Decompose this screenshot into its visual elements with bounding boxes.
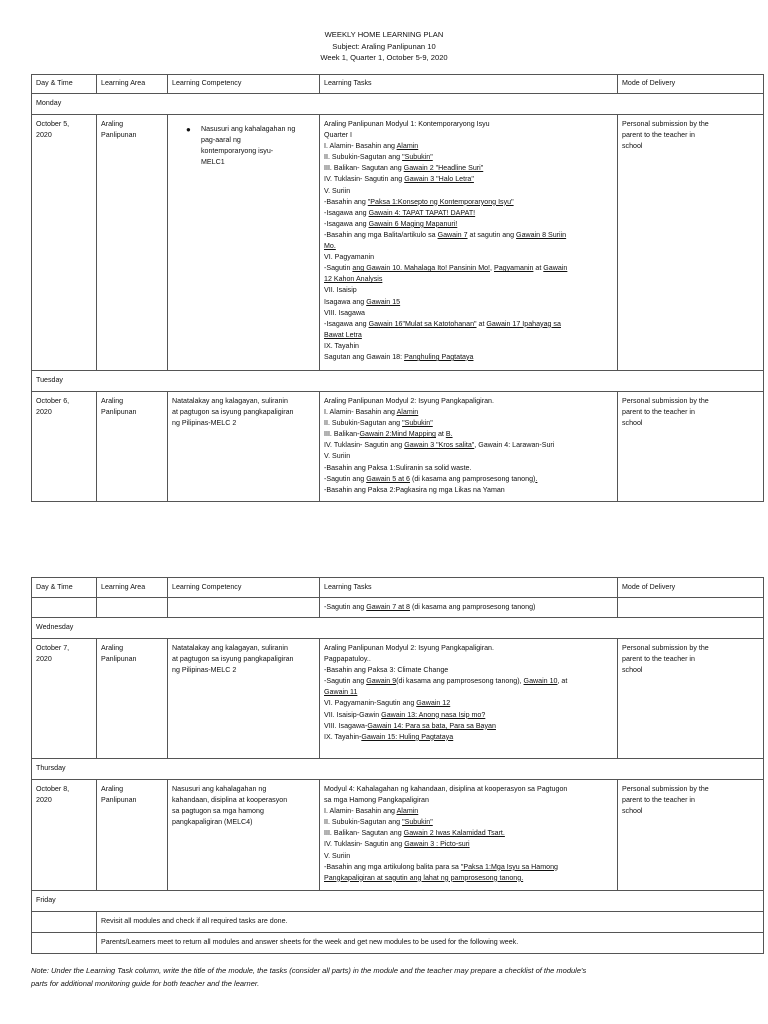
task-link: Gawain 10: [523, 677, 558, 686]
task-link: Gawain 17 Ipahayag sa: [486, 319, 561, 328]
bullet-icon: ●: [186, 125, 191, 134]
mode-line: Personal submission by the: [622, 644, 709, 652]
tasks-cell: [320, 780, 618, 891]
task-line: VI. Pagyamanin: [324, 253, 375, 262]
table-header-row: [32, 75, 764, 94]
area-line: Araling: [101, 644, 124, 652]
task-line: [324, 474, 613, 485]
task-link: Gawain 15: Huling Pagtataya: [361, 732, 454, 741]
task-line: [324, 263, 613, 274]
col-header-learning-competency: Learning Competency: [168, 578, 320, 598]
task-text: -Basahin ang mga Balita/artikulo sa: [324, 230, 438, 239]
task-link: Gawain 3 "Kros salita": [404, 441, 475, 450]
task-text: (di kasama ang pamprosesong tanong),: [396, 677, 524, 686]
task-link: Pagyamanin: [493, 264, 534, 273]
task-text: II. Subukin-Sagutan ang: [324, 153, 403, 162]
day-label-thursday: Thursday: [32, 759, 764, 780]
task-text: -Isagawa ang: [324, 219, 369, 228]
task-link: "Subukin": [402, 818, 433, 827]
mode-line: parent to the teacher in: [622, 796, 695, 805]
task-text: -Basahin ang mga artikulong balita para sa: [324, 862, 461, 871]
col-header-mode-of-delivery: Mode of Delivery: [618, 578, 764, 598]
task-text: I. Alamin- Basahin ang: [324, 807, 397, 816]
task-line: [324, 141, 613, 152]
task-text: IV. Tuklasin- Sagutin ang: [324, 175, 405, 184]
task-link: Gawain 2 "Headline Suri": [403, 164, 484, 173]
day-label-friday: Friday: [32, 891, 764, 912]
task-line: [324, 440, 613, 451]
task-text: at: [435, 430, 446, 439]
task-line: [324, 330, 613, 341]
task-link: .: [535, 474, 538, 483]
competency-line: ng Pilipinas-MELC 2: [172, 419, 237, 428]
task-line: [324, 197, 613, 208]
area-cell: [97, 115, 168, 371]
area-line: Panlipunan: [101, 796, 137, 805]
task-text: (di kasama ang pamprosesong tanong): [409, 602, 536, 611]
empty-cell: [32, 598, 97, 618]
col-header-learning-tasks: Learning Tasks: [320, 578, 618, 598]
table-row-friday-1: [32, 912, 764, 933]
task-link: 12 Kahon Analysis: [324, 275, 383, 284]
mode-line: school: [622, 666, 643, 675]
task-line: [324, 319, 613, 330]
task-line: VIII. Isagawa: [324, 308, 366, 317]
day-row-thursday: [32, 759, 764, 780]
task-text: at sagutin ang: [467, 230, 517, 239]
task-text: III. Balikan- Sagutan ang: [324, 164, 404, 173]
mode-cell: [618, 780, 764, 891]
competency-bullet: [172, 124, 315, 168]
task-text: -Isagawa ang: [324, 208, 369, 217]
competency-cell: [168, 639, 320, 759]
task-text: -Sagutin ang: [324, 602, 367, 611]
task-link: "Subukin": [402, 153, 433, 162]
task-link: Gawain 7 at 8: [366, 602, 410, 611]
task-line: [324, 698, 613, 709]
task-line: Araling Panlipunan Modyul 2: Isyung Pangkapaligiran.: [324, 644, 494, 652]
task-line: [324, 352, 613, 363]
date-cell: [32, 780, 97, 891]
task-line: Araling Panlipunan Modyul 2: Isyung Pangkapaligiran.: [324, 397, 494, 405]
empty-cell: [618, 598, 764, 618]
competency-line: Nasusuri ang kahalagahan ng: [172, 785, 267, 793]
task-link: Gawain 6 Maging Mapanuri!: [368, 219, 458, 228]
task-line: V. Suriin: [324, 186, 351, 195]
task-line: [324, 732, 613, 743]
tasks-cell: [320, 598, 618, 618]
competency-line: Natatalakay ang kalagayan, suliranin: [172, 644, 288, 652]
task-text: -Sagutin ang: [324, 474, 367, 483]
task-link: Panghuling Pagtataya: [404, 352, 474, 361]
col-header-learning-area: Learning Area: [97, 578, 168, 598]
mode-line: parent to the teacher in: [622, 131, 695, 140]
mode-line: Personal submission by the: [622, 397, 709, 405]
task-link: Gawain 15: [366, 297, 401, 306]
task-link: Gawain 9: [366, 677, 397, 686]
table-row-monday: [32, 115, 764, 371]
competency-cell: [168, 115, 320, 371]
mode-cell: [618, 115, 764, 371]
competency-line: MELC1: [201, 158, 225, 167]
task-line: [324, 676, 613, 687]
area-cell: [97, 392, 168, 502]
task-link: Gawain 8 Suriin: [516, 230, 567, 239]
mode-line: Personal submission by the: [622, 120, 709, 128]
task-line: [324, 817, 613, 828]
friday-task-revisit: Revisit all modules and check if all required tasks are done.: [97, 912, 764, 933]
task-text: IV. Tuklasin- Sagutin ang: [324, 441, 405, 450]
task-line: [324, 297, 613, 308]
task-text: (di kasama ang pamprosesong tanong): [409, 474, 536, 483]
task-line: [324, 602, 613, 613]
date-line: 2020: [36, 796, 52, 805]
empty-cell: [32, 933, 97, 954]
task-line: [324, 710, 613, 721]
mode-line: parent to the teacher in: [622, 408, 695, 417]
task-text: III. Balikan-: [324, 430, 360, 439]
task-line: [324, 407, 613, 418]
task-text: , at: [557, 677, 568, 686]
task-line: V. Suriin: [324, 851, 351, 860]
table-header-row: [32, 578, 764, 598]
date-cell: [32, 115, 97, 371]
footnote: [31, 965, 739, 990]
task-text: Isagawa ang: [324, 297, 367, 306]
competency-line: at pagtugon sa isyung pangkapaligiran: [172, 655, 294, 664]
task-line: [324, 429, 613, 440]
task-line: [324, 208, 613, 219]
date-line: October 5,: [36, 120, 70, 128]
task-link: "Subukin": [402, 419, 433, 428]
task-line: IX. Tayahin: [324, 341, 359, 350]
task-link: Gawain 13: Anong nasa Isip mo?: [381, 710, 486, 719]
competency-line: pangkapaligiran (MELC4): [172, 818, 253, 827]
date-cell: [32, 639, 97, 759]
competency-line: kahandaan, disiplina at kooperasyon: [172, 796, 288, 805]
task-link: Gawain 3 : Picto-suri: [404, 840, 470, 849]
day-label-monday: Monday: [32, 94, 764, 115]
task-line: [324, 230, 613, 241]
plan-title: WEEKLY HOME LEARNING PLAN: [324, 30, 444, 39]
task-line: [324, 873, 613, 884]
area-line: Araling: [101, 120, 124, 128]
task-link: Gawain 14: Para sa bata, Para sa Bayan: [367, 721, 496, 730]
competency-cell: [168, 780, 320, 891]
mode-line: school: [622, 142, 643, 151]
table-row-thursday: [32, 780, 764, 891]
task-link: Alamin: [396, 142, 419, 151]
task-text: Sagutan ang Gawain 18:: [324, 352, 405, 361]
area-line: Panlipunan: [101, 655, 137, 664]
plan-header: [0, 29, 768, 64]
task-link: Gawain 12: [416, 699, 451, 708]
date-line: 2020: [36, 655, 52, 664]
task-link: Alamin: [396, 408, 419, 417]
task-line: -Basahin ang Paksa 3: Climate Change: [324, 666, 449, 675]
mode-line: parent to the teacher in: [622, 655, 695, 664]
table-row-continuation: [32, 598, 764, 618]
empty-cell: [32, 912, 97, 933]
competency-line: Nasusuri ang kahalagahan ng: [201, 125, 296, 133]
task-link: "Paksa 1:Mga Isyu sa Hamong: [460, 862, 558, 871]
empty-cell: [168, 598, 320, 618]
area-line: Araling: [101, 785, 124, 793]
task-link: Gawain 7: [437, 230, 468, 239]
col-header-mode-of-delivery: Mode of Delivery: [618, 75, 764, 94]
task-link: Gawain 2 Iwas Kalamidad Tsart.: [403, 829, 505, 838]
date-line: October 8,: [36, 785, 70, 793]
area-line: Panlipunan: [101, 408, 137, 417]
day-label-tuesday: Tuesday: [32, 371, 764, 392]
task-link: "Paksa 1:Konsepto ng Kontemporaryong Isyu": [367, 197, 514, 206]
competency-line: pag-aaral ng: [201, 136, 241, 145]
area-line: Araling: [101, 397, 124, 405]
task-line: [324, 839, 613, 850]
task-text: ,: [490, 264, 494, 273]
task-line: V. Suriin: [324, 452, 351, 461]
table-row-friday-2: [32, 933, 764, 954]
task-text: -Sagutin: [324, 264, 353, 273]
col-header-learning-area: Learning Area: [97, 75, 168, 94]
task-text: II. Subukin-Sagutan ang: [324, 818, 403, 827]
mode-cell: [618, 639, 764, 759]
task-text: -Isagawa ang: [324, 319, 369, 328]
friday-task-meet: Parents/Learners meet to return all modules and answer sheets for the week and get new modules to be used for the following week.: [97, 933, 764, 954]
task-text: I. Alamin- Basahin ang: [324, 142, 397, 151]
task-text: III. Balikan- Sagutan ang: [324, 829, 404, 838]
task-text: IV. Tuklasin- Sagutin ang: [324, 840, 405, 849]
task-link: Gawain 2:Mind Mapping: [359, 430, 436, 439]
tasks-cell: [320, 115, 618, 371]
note-line: parts for additional monitoring guide for both teacher and the learner.: [31, 978, 260, 988]
task-link: Gawain 5 at 6: [366, 474, 410, 483]
empty-cell: [97, 598, 168, 618]
task-text: at: [476, 319, 487, 328]
competency-line: sa pagtugon sa mga hamong: [172, 807, 264, 816]
task-text: I. Alamin- Basahin ang: [324, 408, 397, 417]
task-line: [324, 806, 613, 817]
task-line: [324, 721, 613, 732]
task-link: Mo.: [324, 242, 336, 251]
date-cell: [32, 392, 97, 502]
task-line: [324, 828, 613, 839]
date-line: October 7,: [36, 644, 70, 652]
task-line: [324, 152, 613, 163]
date-line: 2020: [36, 131, 52, 140]
tasks-cell: [320, 392, 618, 502]
mode-line: school: [622, 419, 643, 428]
plan-table-2: [31, 577, 764, 954]
task-text: , Gawain 4: Larawan-Suri: [474, 441, 555, 450]
task-line: [324, 418, 613, 429]
mode-line: school: [622, 807, 643, 816]
plan-week: Week 1, Quarter 1, October 5-9, 2020: [320, 53, 448, 62]
task-text: VII. Isaisip-Gawin: [324, 710, 382, 719]
task-line: [324, 241, 613, 252]
task-link: ang Gawain 10. Mahalaga Ito! Pansinin Mo!: [352, 264, 491, 273]
task-line: Quarter I: [324, 131, 352, 140]
task-line: Pagpapatuloy..: [324, 655, 371, 664]
task-line: [324, 687, 613, 698]
table-row-tuesday: [32, 392, 764, 502]
task-line: sa mga Hamong Pangkapaligiran: [324, 796, 429, 805]
col-header-day-time: Day & Time: [32, 75, 97, 94]
plan-table-1: [31, 74, 764, 502]
task-text: II. Subukin-Sagutan ang: [324, 419, 403, 428]
day-row-friday: [32, 891, 764, 912]
task-text: IX. Tayahin-: [324, 732, 362, 741]
table-row-wednesday: [32, 639, 764, 759]
area-cell: [97, 780, 168, 891]
day-row-monday: [32, 94, 764, 115]
task-line: [324, 274, 613, 285]
task-line: [324, 219, 613, 230]
task-line: VII. Isaisip: [324, 286, 357, 295]
task-text: -Basahin ang: [324, 197, 368, 206]
task-link: Bawat Letra: [324, 330, 362, 339]
task-line: [324, 862, 613, 873]
competency-line: ng Pilipinas-MELC 2: [172, 666, 237, 675]
task-line: -Basahin ang Paksa 2:Pagkasira ng mga Likas na Yaman: [324, 485, 505, 494]
area-line: Panlipunan: [101, 131, 137, 140]
task-link: Gawain 3 "Halo Letra": [404, 175, 474, 184]
task-line: Araling Panlipunan Modyul 1: Kontemporaryong Isyu: [324, 120, 490, 128]
task-text: VI. Pagyamanin-Sagutin ang: [324, 699, 417, 708]
date-line: 2020: [36, 408, 52, 417]
competency-line: at pagtugon sa isyung pangkapaligiran: [172, 408, 294, 417]
mode-line: Personal submission by the: [622, 785, 709, 793]
day-label-wednesday: Wednesday: [32, 618, 764, 639]
tasks-cell: [320, 639, 618, 759]
task-link: Gawain 16"Mulat sa Katotohanan": [368, 319, 477, 328]
col-header-learning-competency: Learning Competency: [168, 75, 320, 94]
competency-line: Natatalakay ang kalagayan, suliranin: [172, 397, 288, 405]
task-link: B.: [445, 430, 453, 439]
plan-subject: Subject: Araling Panlipunan 10: [332, 41, 436, 51]
task-text: VIII. Isagawa-: [324, 721, 368, 730]
area-cell: [97, 639, 168, 759]
task-text: at: [533, 264, 544, 273]
task-link: Gawain 4: TAPAT TAPAT! DAPAT!: [368, 208, 476, 217]
task-line: [324, 163, 613, 174]
col-header-learning-tasks: Learning Tasks: [320, 75, 618, 94]
task-text: -Sagutin ang: [324, 677, 367, 686]
col-header-day-time: Day & Time: [32, 578, 97, 598]
competency-cell: [168, 392, 320, 502]
task-link: Gawain 11: [324, 688, 358, 697]
task-line: -Basahin ang Paksa 1:Suliranin sa solid waste.: [324, 463, 472, 472]
day-row-tuesday: [32, 371, 764, 392]
competency-line: kontemporaryong isyu-: [201, 147, 274, 156]
task-link: Pangkapaligiran at sagutin ang lahat ng pamprosesong tanong.: [324, 873, 524, 882]
task-line: [324, 174, 613, 185]
date-line: October 6,: [36, 397, 70, 405]
note-line: Note: Under the Learning Task column, write the title of the module, the tasks (consider all parts) in the module and the teacher may prepare a checklist of the module's: [31, 966, 587, 975]
task-link: Alamin: [396, 807, 419, 816]
day-row-wednesday: [32, 618, 764, 639]
task-line: Modyul 4: Kahalagahan ng kahandaan, disiplina at kooperasyon sa Pagtugon: [324, 785, 568, 793]
task-link: Gawain: [543, 264, 568, 273]
mode-cell: [618, 392, 764, 502]
